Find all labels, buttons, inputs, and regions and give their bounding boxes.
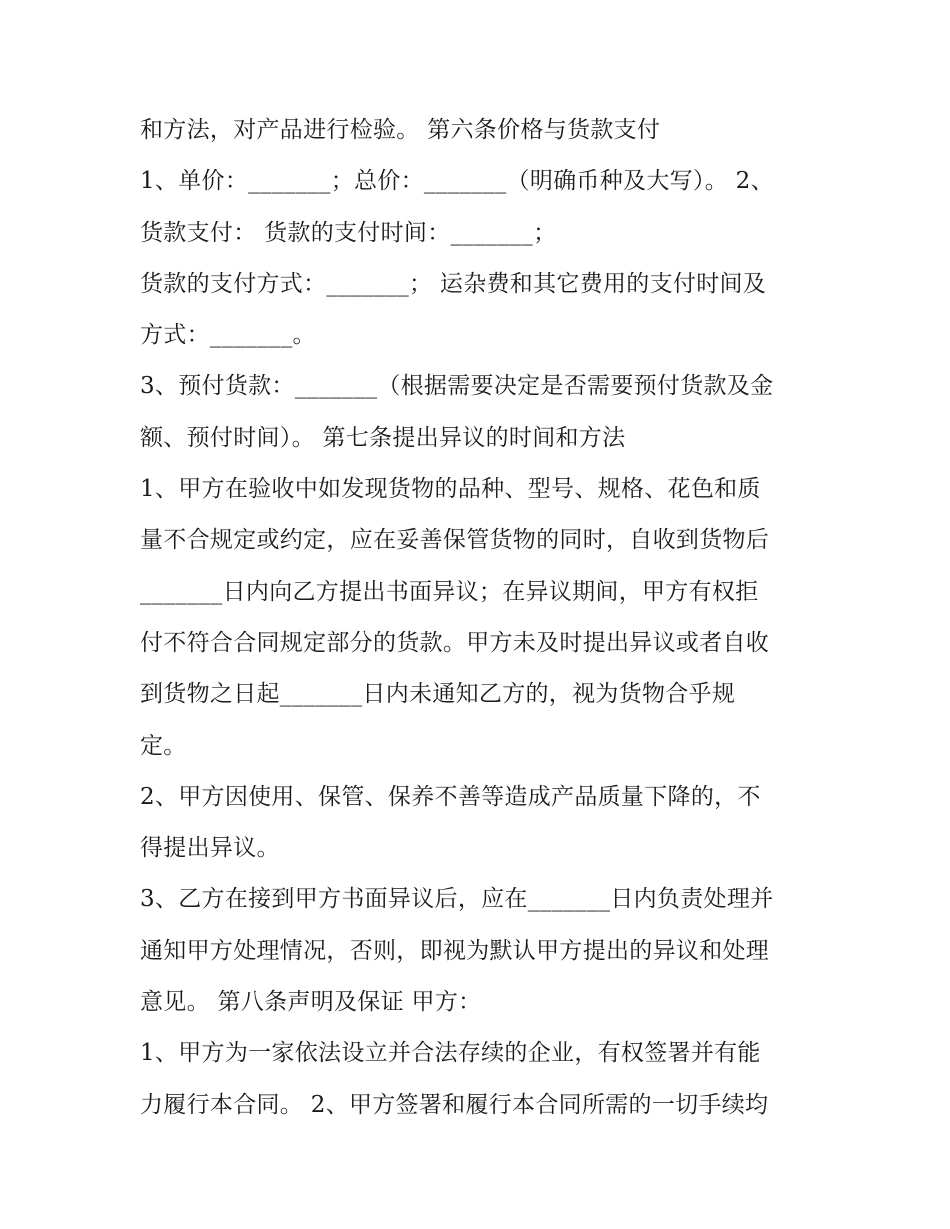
text-line: 和方法，对产品进行检验。 第六条价格与货款支付 (140, 117, 661, 143)
text-line: 方式：_______。 (140, 322, 316, 349)
text-line: 1、甲方在验收中如发现货物的品种、型号、规格、花色和质 (140, 476, 761, 503)
text-line: 货款的支付方式：_______； 运杂费和其它费用的支付时间及 (140, 270, 767, 297)
text-line: 2、甲方因使用、保管、保养不善等造成产品质量下降的，不 (140, 783, 761, 810)
text-line: 量不合规定或约定，应在妥善保管货物的同时，自收到货物后 (140, 527, 770, 554)
text-line: 得提出异议。 (140, 835, 280, 862)
text-line: 付不符合合同规定部分的货款。甲方未及时提出异议或者自收 (140, 629, 770, 656)
text-line: 1、甲方为一家依法设立并合法存续的企业，有权签署并有能 (140, 1040, 761, 1067)
text-line: 额、预付时间）。 第七条提出异议的时间和方法 (140, 424, 626, 451)
text-line: 1、单价：_______；总价：_______（明确币种及大写）。 2、 (140, 168, 774, 195)
contract-text-body (140, 110, 820, 1136)
text-line: 力履行本合同。 2、甲方签署和履行本合同所需的一切手续均 (140, 1091, 769, 1118)
text-line: 定。 (140, 732, 187, 759)
text-line: _______日内向乙方提出书面异议；在异议期间，甲方有权拒 (140, 578, 759, 605)
text-line: 3、乙方在接到甲方书面异议后，应在_______日内负责处理并 (140, 886, 774, 913)
text-line: 意见。 第八条声明及保证 甲方： (140, 989, 482, 1016)
text-line: 3、预付货款：_______（根据需要决定是否需要预付货款及金 (140, 373, 774, 400)
text-line: 到货物之日起_______日内未通知乙方的，视为货物合乎规 (140, 681, 736, 708)
text-line: 通知甲方处理情况，否则，即视为默认甲方提出的异议和处理 (140, 937, 770, 964)
text-line: 货款支付： 货款的支付时间：_______； (140, 219, 557, 246)
